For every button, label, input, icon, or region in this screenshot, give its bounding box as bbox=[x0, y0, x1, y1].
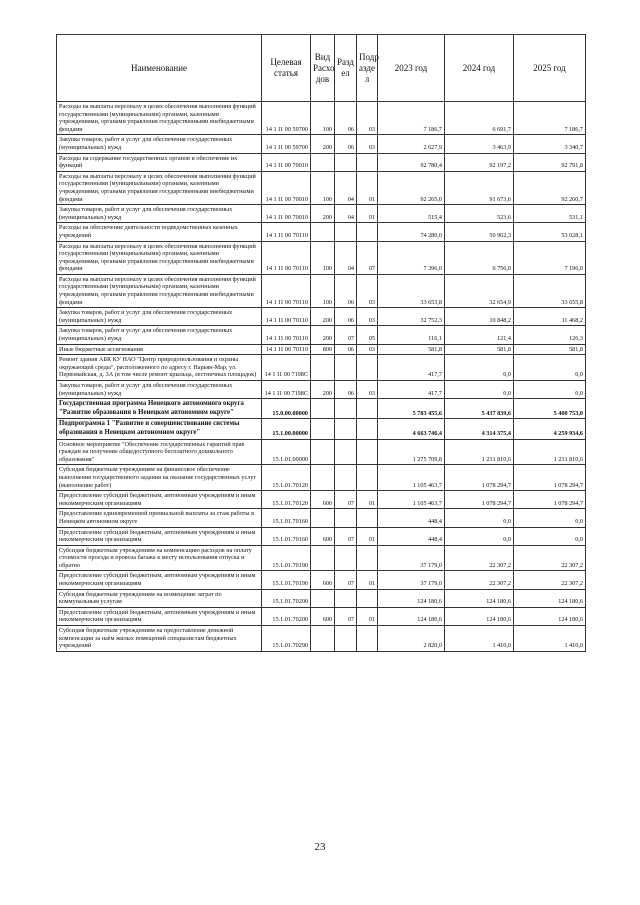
cell-section: 07 bbox=[335, 527, 357, 545]
table-row bbox=[57, 153, 586, 171]
cell-2025: 0,0 bbox=[514, 527, 586, 545]
cell-section: 06 bbox=[335, 274, 357, 307]
header-section: Разд ел bbox=[335, 35, 357, 102]
table-row bbox=[57, 439, 586, 465]
table-row bbox=[57, 326, 586, 344]
cell-2025: 4 259 934,6 bbox=[514, 419, 586, 439]
cell-type bbox=[311, 545, 335, 571]
cell-code: 14 1 I1 00 70010 bbox=[262, 205, 311, 223]
table-row bbox=[57, 135, 586, 153]
cell-section bbox=[335, 419, 357, 439]
header-code: Целевая статья bbox=[262, 35, 311, 102]
cell-subsection: 03 bbox=[357, 344, 378, 355]
cell-name: Расходы на обеспечение деятельности подведомственных казенных учреждений bbox=[57, 223, 262, 241]
cell-code: 15.0.00.00000 bbox=[262, 399, 311, 419]
cell-name: Предоставление субсидий бюджетным, автономным учреждениям и иным некоммерческим организациям bbox=[57, 571, 262, 589]
cell-code: 14 1 I1 00 70110 bbox=[262, 344, 311, 355]
cell-2023: 581,8 bbox=[378, 344, 445, 355]
cell-2024: 0,0 bbox=[445, 381, 514, 399]
cell-type: 200 bbox=[311, 135, 335, 153]
cell-section: 07 bbox=[335, 607, 357, 625]
cell-subsection: 01 bbox=[357, 491, 378, 509]
cell-code: 15.1.01.70160 bbox=[262, 509, 311, 527]
table-row bbox=[57, 419, 586, 439]
cell-2024: 1 078 294,7 bbox=[445, 465, 514, 491]
cell-name: Государственная программа Ненецкого автономного округа "Развитие образования в Ненецком автономном округе" bbox=[57, 399, 262, 419]
cell-code: 14 1 I1 00 70010 bbox=[262, 153, 311, 171]
cell-section: 04 bbox=[335, 205, 357, 223]
cell-name: Основное мероприятие "Обеспечение государственных гарантий прав граждан на получение общедоступного бесплатного дошкольного образования" bbox=[57, 439, 262, 465]
cell-2023: 7 186,7 bbox=[378, 102, 445, 135]
cell-2025: 126,3 bbox=[514, 326, 586, 344]
cell-type bbox=[311, 223, 335, 241]
cell-2023: 33 653,8 bbox=[378, 274, 445, 307]
cell-code: 14 1 I1 00 70110 bbox=[262, 241, 311, 274]
table-row bbox=[57, 509, 586, 527]
table-row bbox=[57, 491, 586, 509]
cell-type: 100 bbox=[311, 171, 335, 204]
cell-2024: 91 673,6 bbox=[445, 171, 514, 204]
cell-2023: 4 663 746,4 bbox=[378, 419, 445, 439]
cell-subsection bbox=[357, 399, 378, 419]
cell-subsection: 01 bbox=[357, 527, 378, 545]
cell-name: Расходы на содержание государственных органов и обеспечение их функций bbox=[57, 153, 262, 171]
cell-code: 15.1.01.70200 bbox=[262, 589, 311, 607]
cell-2024: 5 437 839,6 bbox=[445, 399, 514, 419]
cell-2024: 6 691,7 bbox=[445, 102, 514, 135]
cell-type bbox=[311, 399, 335, 419]
cell-section: 06 bbox=[335, 344, 357, 355]
cell-2024: 121,4 bbox=[445, 326, 514, 344]
cell-2023: 448,4 bbox=[378, 509, 445, 527]
cell-section: 07 bbox=[335, 491, 357, 509]
cell-2025: 1 231 810,6 bbox=[514, 439, 586, 465]
cell-2023: 37 179,0 bbox=[378, 571, 445, 589]
cell-type: 600 bbox=[311, 527, 335, 545]
cell-2025: 581,8 bbox=[514, 344, 586, 355]
cell-section: 06 bbox=[335, 102, 357, 135]
cell-2023: 1 105 463,7 bbox=[378, 491, 445, 509]
cell-subsection: 05 bbox=[357, 326, 378, 344]
header-name: Наименование bbox=[57, 35, 262, 102]
table-row bbox=[57, 626, 586, 652]
cell-2025: 124 180,6 bbox=[514, 589, 586, 607]
cell-subsection: 03 bbox=[357, 135, 378, 153]
cell-2023: 74 280,0 bbox=[378, 223, 445, 241]
cell-2023: 116,1 bbox=[378, 326, 445, 344]
cell-name: Иные бюджетные ассигнования bbox=[57, 344, 262, 355]
cell-2024: 0,0 bbox=[445, 509, 514, 527]
cell-type bbox=[311, 626, 335, 652]
cell-2023: 417,7 bbox=[378, 355, 445, 381]
cell-section: 04 bbox=[335, 171, 357, 204]
cell-2023: 37 179,0 bbox=[378, 545, 445, 571]
cell-type: 200 bbox=[311, 381, 335, 399]
cell-code: 15.1.01.00000 bbox=[262, 439, 311, 465]
cell-subsection: 01 bbox=[357, 571, 378, 589]
cell-2024: 124 180,6 bbox=[445, 607, 514, 625]
cell-2024: 0,0 bbox=[445, 355, 514, 381]
cell-code: 15.1.01.70120 bbox=[262, 465, 311, 491]
table-row bbox=[57, 241, 586, 274]
cell-subsection bbox=[357, 153, 378, 171]
cell-type bbox=[311, 355, 335, 381]
cell-code: 14 1 I1 00 70110 bbox=[262, 326, 311, 344]
cell-2024: 6 756,0 bbox=[445, 241, 514, 274]
cell-2023: 448,4 bbox=[378, 527, 445, 545]
table-row bbox=[57, 399, 586, 419]
cell-2024: 32 654,9 bbox=[445, 274, 514, 307]
header-2025: 2025 год bbox=[514, 35, 586, 102]
cell-code: 14 1 I1 00 70110 bbox=[262, 274, 311, 307]
cell-2025: 22 307,2 bbox=[514, 571, 586, 589]
cell-subsection bbox=[357, 355, 378, 381]
cell-name: Предоставление субсидий бюджетным, автономным учреждениям и иным некоммерческим организациям bbox=[57, 607, 262, 625]
cell-code: 14 1 I1 00 59700 bbox=[262, 102, 311, 135]
cell-section bbox=[335, 509, 357, 527]
table-row bbox=[57, 589, 586, 607]
cell-2023: 92 780,4 bbox=[378, 153, 445, 171]
header-2024: 2024 год bbox=[445, 35, 514, 102]
cell-subsection: 03 bbox=[357, 381, 378, 399]
cell-code: 15.1.01.70200 bbox=[262, 607, 311, 625]
table-row bbox=[57, 571, 586, 589]
cell-name: Расходы на выплаты персоналу в целях обеспечения выполнения функций государственными (муниципальными) органами, казенными учреждениями, органами управления государственными внебюджетными фондами bbox=[57, 171, 262, 204]
cell-section bbox=[335, 153, 357, 171]
cell-code: 14 1 I1 00 70110 bbox=[262, 308, 311, 326]
cell-2025: 531,1 bbox=[514, 205, 586, 223]
cell-section: 07 bbox=[335, 326, 357, 344]
cell-2024: 50 962,3 bbox=[445, 223, 514, 241]
header-subsection: Подр азде л bbox=[357, 35, 378, 102]
cell-2024: 0,0 bbox=[445, 527, 514, 545]
cell-type: 600 bbox=[311, 571, 335, 589]
cell-type bbox=[311, 419, 335, 439]
cell-type bbox=[311, 589, 335, 607]
cell-subsection bbox=[357, 465, 378, 491]
cell-name: Закупка товаров, работ и услуг для обеспечения государственных (муниципальных) нужд bbox=[57, 326, 262, 344]
cell-type: 600 bbox=[311, 607, 335, 625]
cell-type bbox=[311, 509, 335, 527]
cell-2023: 2 820,0 bbox=[378, 626, 445, 652]
cell-2024: 10 848,2 bbox=[445, 308, 514, 326]
cell-code: 14 1 I1 00 70010 bbox=[262, 171, 311, 204]
budget-table bbox=[56, 34, 586, 652]
cell-code: 14 1 I1 00 70110 bbox=[262, 223, 311, 241]
cell-section: 06 bbox=[335, 381, 357, 399]
cell-2025: 33 655,8 bbox=[514, 274, 586, 307]
cell-subsection bbox=[357, 439, 378, 465]
cell-section bbox=[335, 626, 357, 652]
cell-name: Расходы на выплаты персоналу в целях обеспечения выполнения функций государственными (муниципальными) органами, казенными учреждениями, органами управления государственными внебюджетными фондами bbox=[57, 102, 262, 135]
cell-2024: 1 078 294,7 bbox=[445, 491, 514, 509]
cell-2023: 32 752,3 bbox=[378, 308, 445, 326]
cell-2024: 22 307,2 bbox=[445, 571, 514, 589]
cell-type: 200 bbox=[311, 205, 335, 223]
table-row bbox=[57, 308, 586, 326]
cell-section bbox=[335, 399, 357, 419]
cell-2025: 53 028,1 bbox=[514, 223, 586, 241]
cell-type: 600 bbox=[311, 491, 335, 509]
cell-name: Закупка товаров, работ и услуг для обеспечения государственных (муниципальных) нужд bbox=[57, 308, 262, 326]
cell-2024: 22 307,2 bbox=[445, 545, 514, 571]
cell-2025: 7 196,0 bbox=[514, 241, 586, 274]
cell-2025: 92 260,7 bbox=[514, 171, 586, 204]
cell-name: Субсидия бюджетным учреждениям на компенсацию расходов на оплату стоимости проезда и провоза багажа к месту использования отпуска и обратно bbox=[57, 545, 262, 571]
cell-section bbox=[335, 545, 357, 571]
cell-name: Закупка товаров, работ и услуг для обеспечения государственных (муниципальных) нужд bbox=[57, 381, 262, 399]
cell-name: Расходы на выплаты персоналу в целях обеспечения выполнения функций государственными (муниципальными) органами, казенными учреждениями, органами управления государственными внебюджетными фондами bbox=[57, 274, 262, 307]
cell-2025: 7 186,7 bbox=[514, 102, 586, 135]
cell-type: 200 bbox=[311, 326, 335, 344]
table-row bbox=[57, 344, 586, 355]
cell-section: 06 bbox=[335, 135, 357, 153]
table-body bbox=[57, 102, 586, 652]
cell-code: 15.1.01.70290 bbox=[262, 626, 311, 652]
cell-section: 07 bbox=[335, 571, 357, 589]
cell-type bbox=[311, 465, 335, 491]
cell-code: 15.1.01.70190 bbox=[262, 571, 311, 589]
header-2023: 2023 год bbox=[378, 35, 445, 102]
cell-type bbox=[311, 153, 335, 171]
cell-2023: 1 105 463,7 bbox=[378, 465, 445, 491]
table-row bbox=[57, 527, 586, 545]
cell-code: 14 1 I1 00 59700 bbox=[262, 135, 311, 153]
cell-2025: 5 400 753,0 bbox=[514, 399, 586, 419]
cell-section bbox=[335, 355, 357, 381]
cell-name: Подпрограмма 1 "Развитие и совершенствование системы образования в Ненецком автономном округе" bbox=[57, 419, 262, 439]
cell-code: 15.1.01.70120 bbox=[262, 491, 311, 509]
cell-2023: 417,7 bbox=[378, 381, 445, 399]
cell-2023: 7 396,0 bbox=[378, 241, 445, 274]
cell-subsection: 03 bbox=[357, 102, 378, 135]
cell-type: 100 bbox=[311, 241, 335, 274]
cell-code: 15.1.01.70190 bbox=[262, 545, 311, 571]
table-header-row bbox=[57, 35, 586, 102]
cell-type: 800 bbox=[311, 344, 335, 355]
cell-2023: 92 265,0 bbox=[378, 171, 445, 204]
cell-2023: 124 180,6 bbox=[378, 607, 445, 625]
cell-subsection: 07 bbox=[357, 241, 378, 274]
cell-code: 15.1.01.70160 bbox=[262, 527, 311, 545]
table-row bbox=[57, 545, 586, 571]
cell-2024: 1 410,0 bbox=[445, 626, 514, 652]
cell-subsection: 01 bbox=[357, 607, 378, 625]
cell-name: Предоставление субсидий бюджетным, автономным учреждениям и иным некоммерческим организациям bbox=[57, 527, 262, 545]
table-row bbox=[57, 223, 586, 241]
cell-subsection bbox=[357, 589, 378, 607]
table-row bbox=[57, 205, 586, 223]
cell-section: 06 bbox=[335, 308, 357, 326]
cell-name: Ремонт здания АБК КУ НАО "Центр природопользования и охраны окружающей среды", расположенного по адресу г. Нарьян-Мар, ул. Первомайская, д. 3А (в том числе ремонт крыльца, лестничных площадок) bbox=[57, 355, 262, 381]
cell-name: Субсидия бюджетным учреждениям на возмещение затрат по коммунальным услугам bbox=[57, 589, 262, 607]
cell-2024: 1 231 810,6 bbox=[445, 439, 514, 465]
table-row bbox=[57, 607, 586, 625]
cell-section bbox=[335, 465, 357, 491]
cell-name: Закупка товаров, работ и услуг для обеспечения государственных (муниципальных) нужд bbox=[57, 205, 262, 223]
cell-code: 14 1 I1 00 7198C bbox=[262, 355, 311, 381]
cell-subsection: 01 bbox=[357, 171, 378, 204]
cell-2023: 515,4 bbox=[378, 205, 445, 223]
cell-code: 15.1.00.00000 bbox=[262, 419, 311, 439]
cell-type bbox=[311, 439, 335, 465]
cell-2025: 1 078 294,7 bbox=[514, 491, 586, 509]
cell-name: Расходы на выплаты персоналу в целях обеспечения выполнения функций государственными (муниципальными) органами, казенными учреждениями, органами управления государственными внебюджетными фондами bbox=[57, 241, 262, 274]
cell-subsection bbox=[357, 419, 378, 439]
table-row bbox=[57, 381, 586, 399]
cell-subsection bbox=[357, 545, 378, 571]
cell-section bbox=[335, 439, 357, 465]
cell-name: Закупка товаров, работ и услуг для обеспечения государственных (муниципальных) нужд bbox=[57, 135, 262, 153]
table-row bbox=[57, 102, 586, 135]
cell-2023: 124 180,6 bbox=[378, 589, 445, 607]
cell-subsection bbox=[357, 223, 378, 241]
cell-2024: 3 463,9 bbox=[445, 135, 514, 153]
cell-2025: 124 180,6 bbox=[514, 607, 586, 625]
cell-2025: 1 410,0 bbox=[514, 626, 586, 652]
cell-subsection: 03 bbox=[357, 274, 378, 307]
cell-2023: 1 275 709,8 bbox=[378, 439, 445, 465]
cell-section bbox=[335, 589, 357, 607]
page-number: 23 bbox=[314, 841, 326, 853]
cell-2025: 1 078 294,7 bbox=[514, 465, 586, 491]
cell-2025: 11 468,2 bbox=[514, 308, 586, 326]
cell-2025: 92 791,8 bbox=[514, 153, 586, 171]
table-row bbox=[57, 355, 586, 381]
cell-type: 200 bbox=[311, 308, 335, 326]
cell-subsection bbox=[357, 509, 378, 527]
cell-name: Предоставление единовременной премиальной выплаты за стаж работы в Ненецком автономном округе bbox=[57, 509, 262, 527]
cell-2023: 2 627,9 bbox=[378, 135, 445, 153]
cell-2024: 4 314 375,4 bbox=[445, 419, 514, 439]
cell-2025: 0,0 bbox=[514, 509, 586, 527]
cell-name: Субсидия бюджетным учреждениям на финансовое обеспечение выполнения государственного задания на оказание государственных услуг (выполнение работ) bbox=[57, 465, 262, 491]
cell-section: 04 bbox=[335, 241, 357, 274]
cell-2024: 124 180,6 bbox=[445, 589, 514, 607]
cell-subsection bbox=[357, 626, 378, 652]
cell-code: 14 1 I1 00 7198C bbox=[262, 381, 311, 399]
cell-type: 100 bbox=[311, 102, 335, 135]
cell-2024: 523,6 bbox=[445, 205, 514, 223]
cell-name: Предоставление субсидий бюджетным, автономным учреждениям и иным некоммерческим организациям bbox=[57, 491, 262, 509]
cell-2024: 581,8 bbox=[445, 344, 514, 355]
cell-subsection: 01 bbox=[357, 205, 378, 223]
cell-2024: 92 197,2 bbox=[445, 153, 514, 171]
cell-name: Субсидия бюджетным учреждениям на предоставление денежной компенсации за наём жилых помещений специалистам бюджетных учреждений bbox=[57, 626, 262, 652]
table-row bbox=[57, 274, 586, 307]
table-row bbox=[57, 465, 586, 491]
cell-subsection: 03 bbox=[357, 308, 378, 326]
cell-section bbox=[335, 223, 357, 241]
cell-2025: 22 307,2 bbox=[514, 545, 586, 571]
cell-2025: 0,0 bbox=[514, 381, 586, 399]
cell-2025: 3 340,7 bbox=[514, 135, 586, 153]
header-type: Вид Расхо дов bbox=[311, 35, 335, 102]
table-row bbox=[57, 171, 586, 204]
cell-type: 100 bbox=[311, 274, 335, 307]
cell-2025: 0,0 bbox=[514, 355, 586, 381]
cell-2023: 5 783 455,6 bbox=[378, 399, 445, 419]
